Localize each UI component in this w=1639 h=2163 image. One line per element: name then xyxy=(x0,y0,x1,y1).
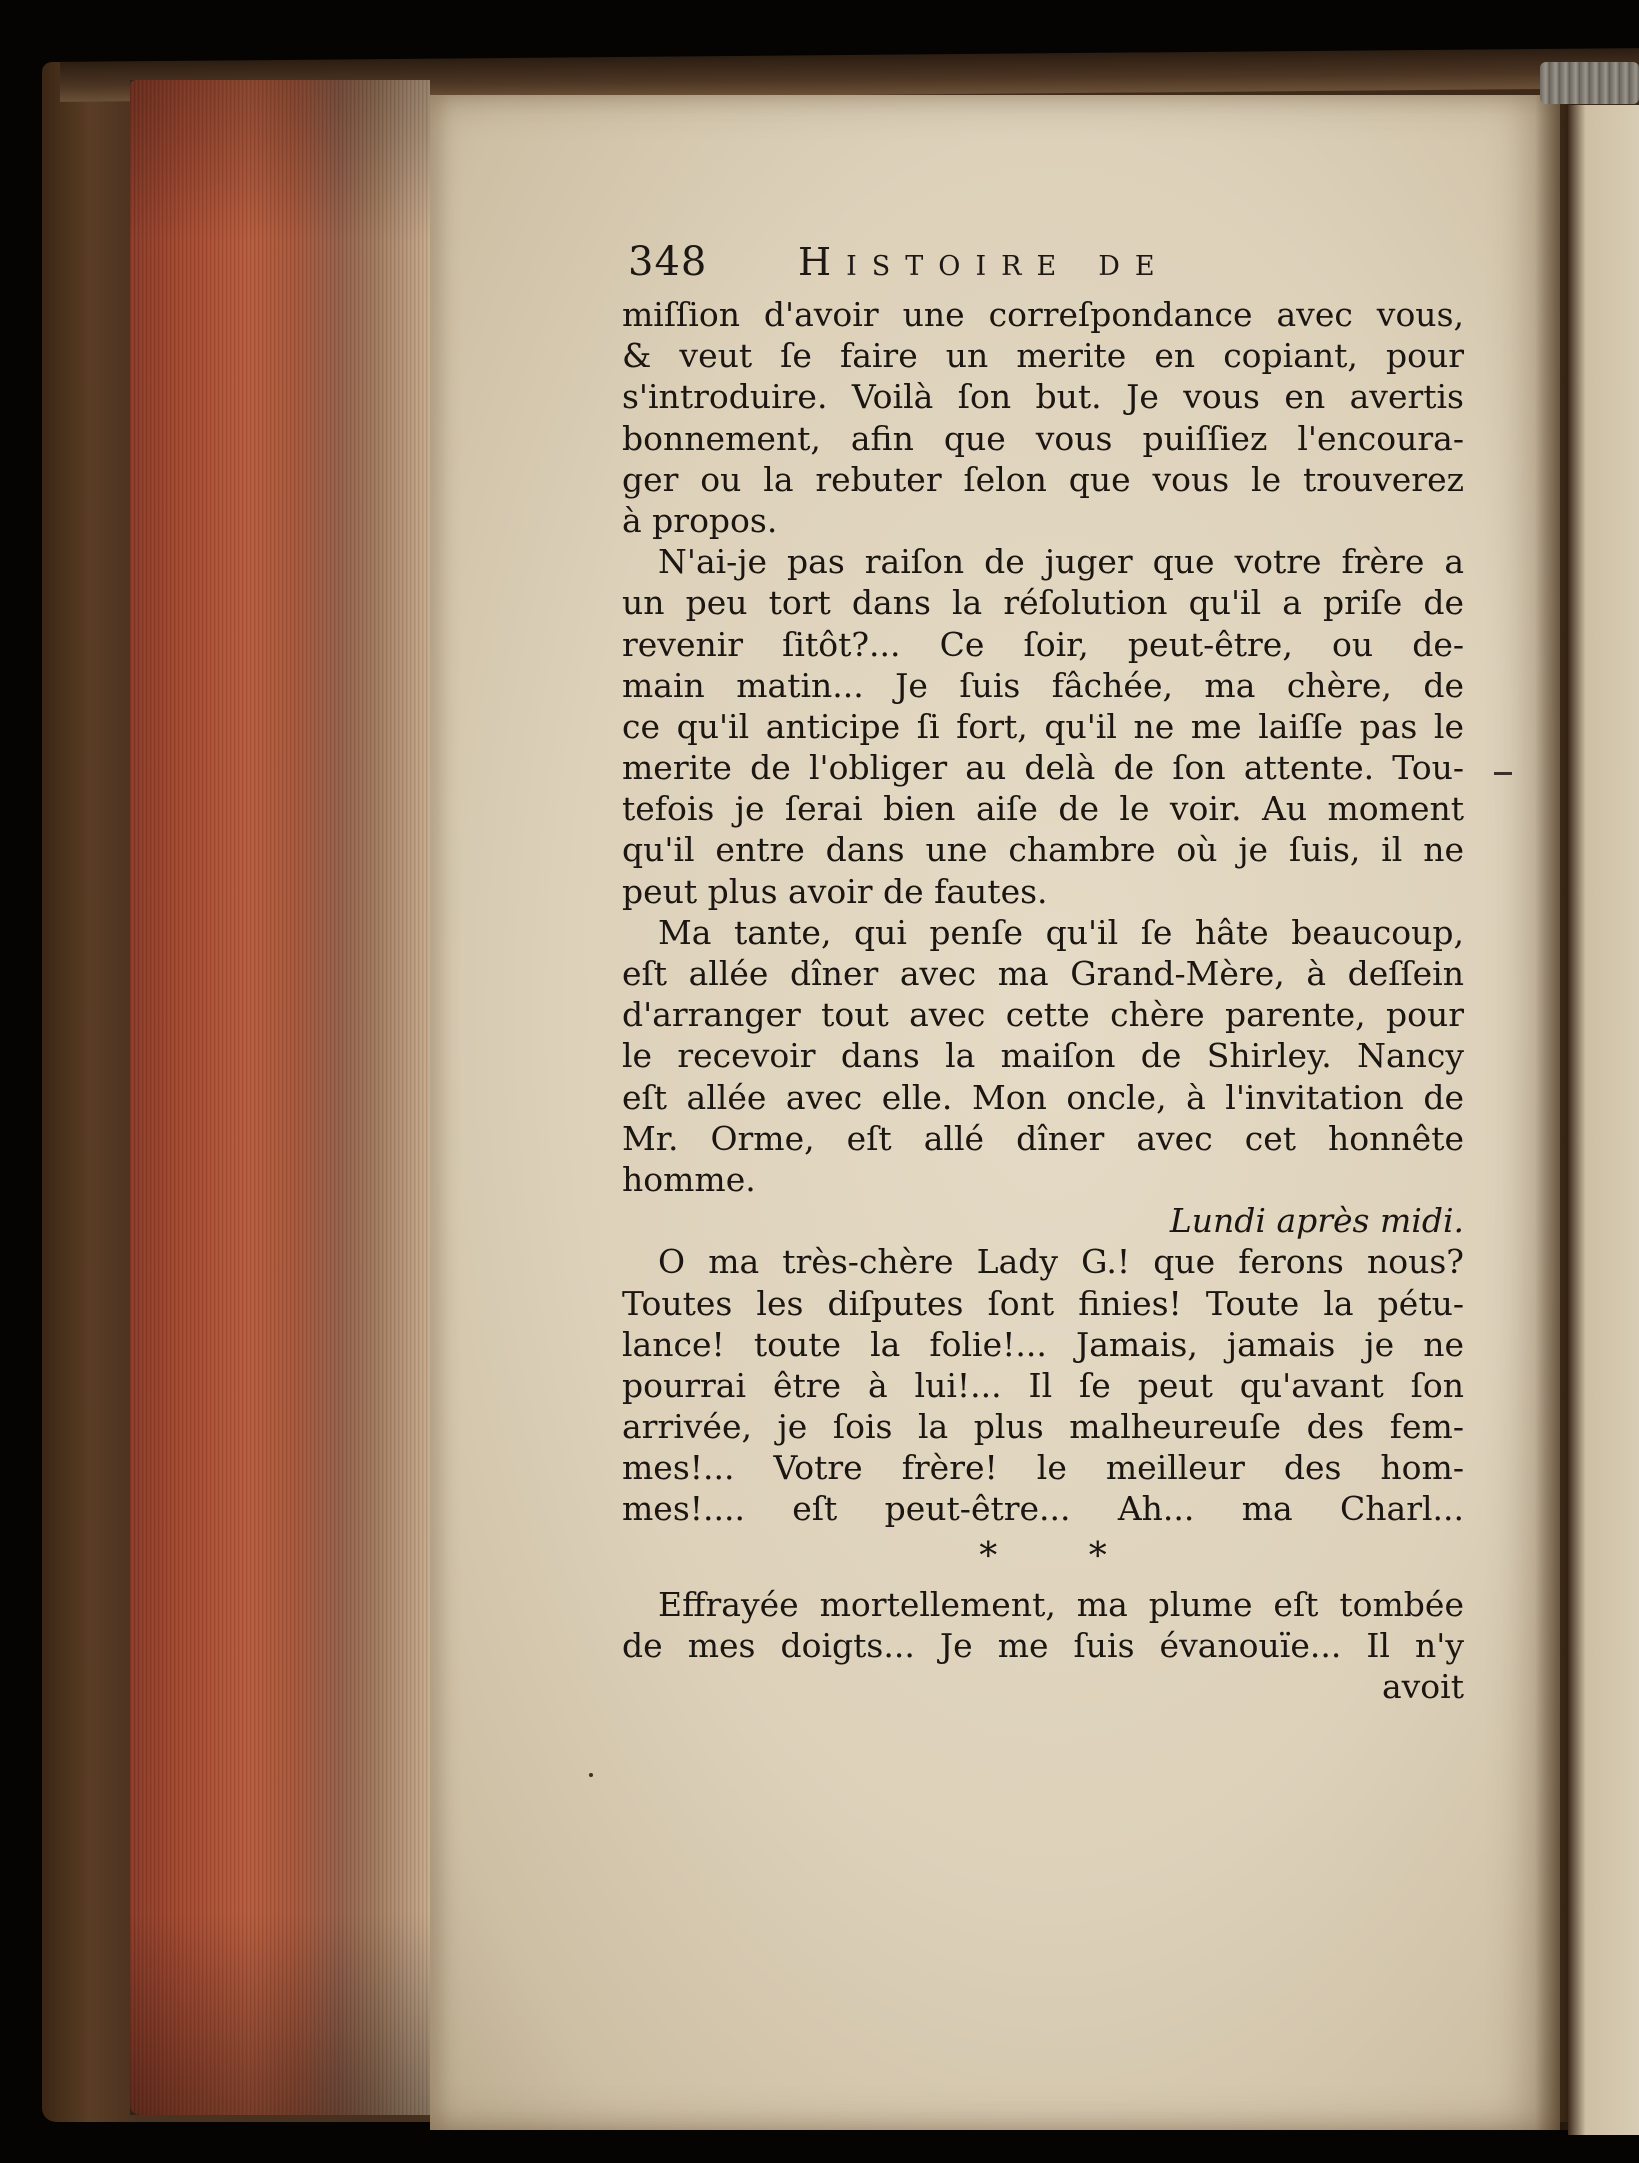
text-line: mes!.... eſt peut-être... Ah... ma Charl... xyxy=(622,1489,1464,1529)
text-line: Toutes les diſputes ſont finies! Toute la pétu- xyxy=(622,1283,1464,1323)
text-line: peut plus avoir de fautes. xyxy=(622,871,1048,911)
paragraph-start-line: O ma très-chère Lady G.! que ferons nous? xyxy=(658,1242,1464,1282)
paragraph-start-line: Ma tante, qui penſe qu'il ſe hâte beaucoup, xyxy=(658,912,1464,952)
text-line: revenir ſitôt?... Ce ſoir, peut-être, ou de- xyxy=(622,624,1464,664)
page-header xyxy=(628,234,1448,290)
text-line: qu'il entre dans une chambre où je ſuis, il ne xyxy=(622,830,1464,870)
text-line: ce qu'il anticipe ſi fort, qu'il ne me laiſſe pas le xyxy=(622,706,1464,746)
text-line: arrivée, je ſois la plus malheureuſe des fem- xyxy=(622,1407,1464,1447)
text-line: le recevoir dans la maiſon de Shirley. Nancy xyxy=(622,1036,1464,1076)
text-line: & veut ſe faire un merite en copiant, pour xyxy=(622,336,1464,376)
text-line: miſſion d'avoir une correſpondance avec vous, xyxy=(622,295,1464,334)
headband xyxy=(1540,62,1639,104)
text-line: lance! toute la folie!... Jamais, jamais je ne xyxy=(622,1324,1464,1364)
text-line: à propos. xyxy=(622,500,778,540)
facing-page-edge xyxy=(1568,105,1639,2135)
text-line: pourrai être à lui!... Il ſe peut qu'avant ſon xyxy=(622,1365,1464,1405)
text-line: eſt allée dîner avec ma Grand-Mère, à deſſein xyxy=(622,954,1464,993)
text-line: merite de l'obliger au delà de ſon attente. Tou- xyxy=(622,748,1464,788)
text-line: bonnement, afin que vous puiſſiez l'encoura- xyxy=(622,418,1464,458)
ink-speck xyxy=(589,1773,593,1777)
text-line: mes!... Votre frère! le meilleur des hom- xyxy=(622,1448,1464,1488)
text-line: tefois je ſerai bien aiſe de le voir. Au moment xyxy=(622,789,1464,829)
text-line: Mr. Orme, eſt allé dîner avec cet honnête xyxy=(622,1118,1464,1158)
page-number: 348 xyxy=(628,239,708,285)
catchword: avoit xyxy=(1381,1667,1464,1706)
text-line: eſt allée avec elle. Mon oncle, à l'invitation de xyxy=(622,1077,1464,1117)
fore-edge-shadow xyxy=(130,80,430,2115)
body-text xyxy=(622,294,1464,1707)
margin-mark xyxy=(1494,772,1512,775)
text-line: s'introduire. Voilà ſon but. Je vous en avertis xyxy=(622,377,1464,417)
text-line: main matin... Je ſuis fâchée, ma chère, de xyxy=(622,665,1464,705)
running-head: Histoire de xyxy=(798,240,1170,284)
asterism-separator: * * xyxy=(979,1535,1147,1577)
paragraph-start-line: N'ai-je pas raiſon de juger que votre frère a xyxy=(658,542,1464,582)
text-line: ger ou la rebuter ſelon que vous le trouverez xyxy=(622,459,1464,499)
dateline: Lundi après midi. xyxy=(1169,1201,1464,1241)
text-line: un peu tort dans la réſolution qu'il a priſe de xyxy=(622,583,1464,623)
text-line: d'arranger tout avec cette chère parente, pour xyxy=(622,995,1464,1035)
paragraph-start-line: Effrayée mortellement, ma plume eſt tombée xyxy=(658,1584,1464,1624)
text-line: de mes doigts... Je me ſuis évanouïe... Il n'y xyxy=(622,1625,1464,1665)
text-line: homme. xyxy=(622,1159,756,1199)
